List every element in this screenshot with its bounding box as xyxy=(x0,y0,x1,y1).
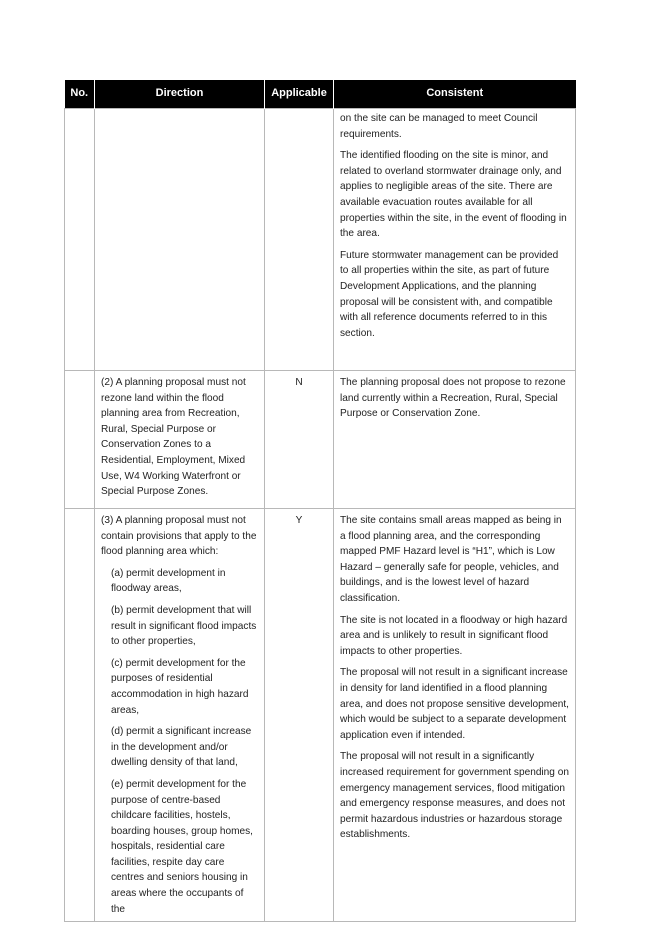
consistent-paragraph: The proposal will not result in a significant increase in density for land identified in a flood planning area, and does not propose sensitive development, which would be subject to a separate development application even if intended. xyxy=(340,667,569,741)
consistent-paragraph: The site is not located in a floodway or high hazard area and is unlikely to result in significant flood impacts to other properties. xyxy=(340,614,568,657)
consistent-paragraph: The planning proposal does not propose to rezone land currently within a Recreation, Rural, Special Purpose or Conservation Zone. xyxy=(340,377,566,420)
cell-direction xyxy=(95,371,265,509)
cell-consistent xyxy=(334,509,576,922)
header-no: No. xyxy=(65,80,95,109)
direction-subitem: (b) permit development that will result in significant flood impacts to other properties, xyxy=(111,604,257,648)
cell-no xyxy=(65,509,95,922)
table-header-row xyxy=(65,80,576,109)
table-row xyxy=(65,109,576,371)
direction-text: (3) A planning proposal must not contain provisions that apply to the flood planning area which: xyxy=(101,515,257,558)
cell-direction xyxy=(95,509,265,922)
cell-consistent xyxy=(334,109,576,371)
header-consistent: Consistent xyxy=(334,80,576,109)
cell-direction xyxy=(95,109,265,371)
direction-subitem: (c) permit development for the purposes of residential accommodation in high hazard areas, xyxy=(111,657,249,716)
consistent-paragraph: The site contains small areas mapped as being in a flood planning area, and the corresponding mapped PMF Hazard level is “H1”, which is Low Hazard – generally safe for people, vehicles, and buildings, and is the lowest level of hazard classification. xyxy=(340,515,562,604)
cell-consistent xyxy=(334,371,576,509)
table-row xyxy=(65,509,576,922)
direction-text: (2) A planning proposal must not rezone land within the flood planning area from Recreation, Rural, Special Purpose or Conservation Zones to a Residential, Employment, Mixed Use, W4 Working Waterfront or Special Purpose Zones. xyxy=(101,377,246,498)
header-applicable: Applicable xyxy=(265,80,334,109)
consistent-paragraph: The identified flooding on the site is minor, and related to overland stormwater drainage only, and applies to negligible areas of the site. There are available evacuation routes available for all properties within the site, in the event of flooding in the area. xyxy=(340,150,567,240)
consistent-paragraph: The proposal will not result in a significantly increased requirement for government spending on emergency management services, flood mitigation and emergency response measures, and does not permit hazardous industries or hazardous storage establishments. xyxy=(340,751,569,841)
cell-applicable: N xyxy=(265,371,334,509)
consistent-paragraph: Future stormwater management can be provided to all properties within the site, as part of future Development Applications, and the planning proposal will be consistent with, and compatible with all reference documents referred to in this section. xyxy=(340,249,559,339)
cell-no xyxy=(65,109,95,371)
direction-subitem: (e) permit development for the purpose of centre-based childcare facilities, hostels, boarding houses, group homes, hospitals, residential care facilities, respite day care centres and seniors housing in areas where the occupants of the xyxy=(111,778,253,915)
cell-no xyxy=(65,371,95,509)
direction-subitem: (d) permit a significant increase in the development and/or dwelling density of that land, xyxy=(111,726,252,769)
cell-applicable: Y xyxy=(265,509,334,922)
direction-subitem: (a) permit development in floodway areas, xyxy=(111,567,226,595)
direction-table xyxy=(64,80,576,922)
table-row xyxy=(65,371,576,509)
consistent-paragraph: on the site can be managed to meet Council requirements. xyxy=(340,113,538,140)
header-direction: Direction xyxy=(95,80,265,109)
cell-applicable xyxy=(265,109,334,371)
